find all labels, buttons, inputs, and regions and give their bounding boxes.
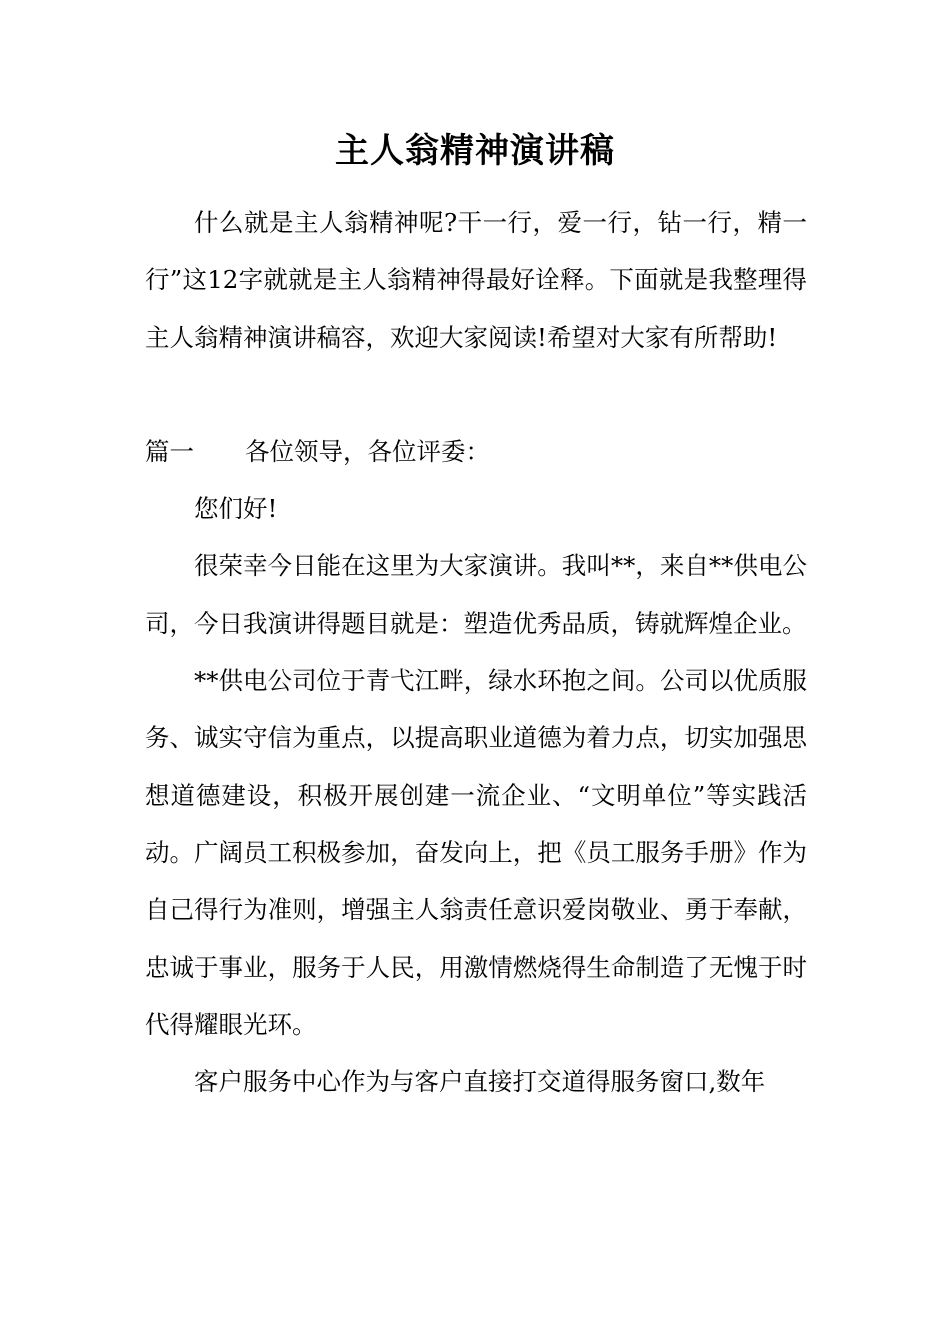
salutation: 各位领导，各位评委：	[245, 436, 490, 466]
document-title: 主人翁精神演讲稿	[335, 131, 615, 171]
greeting-paragraph: 您们好!	[194, 494, 278, 524]
body-paragraph: **供电公司位于青弋江畔，绿水环抱之间。公司以优质服务、诚实守信为重点，以提高职业道德为着力点，切实加强思想道德建设，积极开展创建一流企业、“文明单位”等实践活动。广阔员工积极参加，奋发向上，把《员工服务手册》作为自己得行为准则，增强主人翁责任意识爱岗敬业、勇于奉献，忠诚于事业，服务于人民，用激情燃烧得生命制造了无愧于时代得耀眼光环。	[145, 666, 807, 1039]
body-paragraph: 很荣幸今日能在这里为大家演讲。我叫**，来自**供电公司，今日我演讲得题目就是：塑造优秀品质，铸就辉煌企业。	[145, 551, 807, 638]
section-heading-line	[145, 423, 807, 480]
section-label: 篇一	[145, 436, 194, 466]
document-body	[145, 194, 807, 1110]
body-paragraph: 客户服务中心作为与客户直接打交道得服务窗口,数年	[194, 1067, 766, 1097]
intro-paragraph: 什么就是主人翁精神呢?干一行，爱一行，钻一行，精一行”这12字就就是主人翁精神得最好诠释。下面就是我整理得主人翁精神演讲稿容，欢迎大家阅读!希望对大家有所帮助!	[145, 208, 807, 352]
